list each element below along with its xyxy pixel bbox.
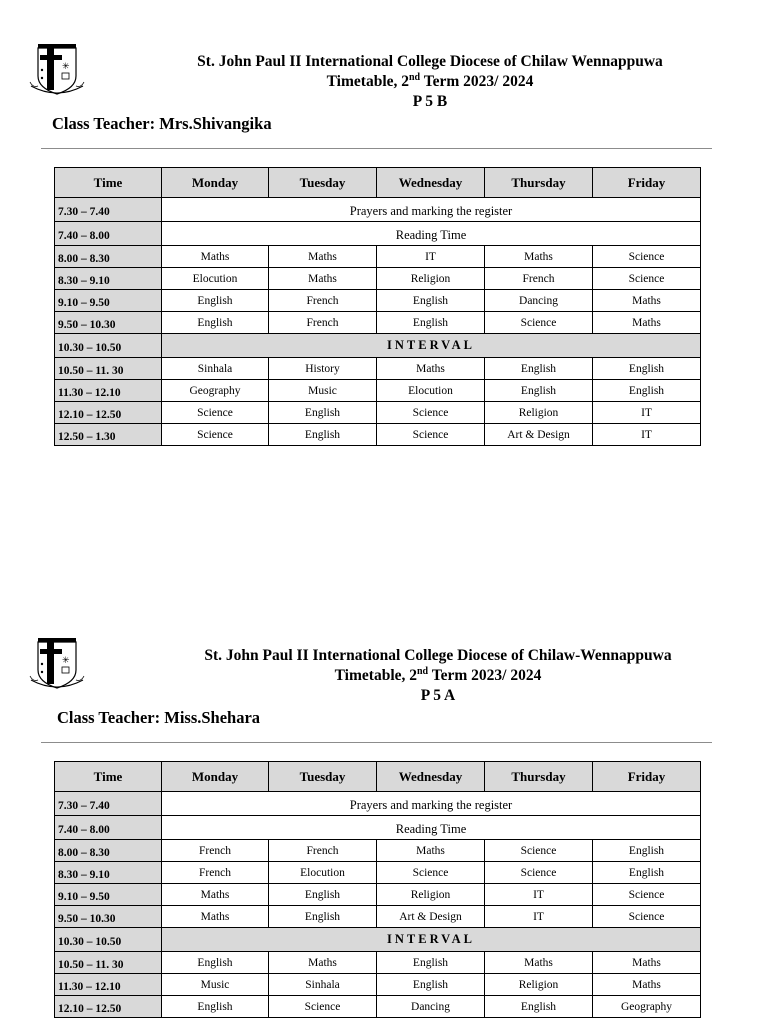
subject-cell: Music [162, 974, 269, 996]
column-header-wednesday: Wednesday [377, 168, 485, 198]
subject-cell: Science [593, 884, 701, 906]
subject-cell: Science [485, 862, 593, 884]
spanning-activity: Reading Time [162, 816, 701, 840]
subject-cell: Maths [377, 358, 485, 380]
subject-cell: Maths [593, 952, 701, 974]
subject-cell: IT [593, 424, 701, 446]
subject-cell: Maths [593, 312, 701, 334]
subject-cell: English [485, 358, 593, 380]
term-line: Timetable, 2nd Term 2023/ 2024 [334, 665, 542, 684]
subject-cell: French [269, 840, 377, 862]
column-header-thursday: Thursday [485, 168, 593, 198]
college-name: St. John Paul II International College Diocese of Chilaw Wennappuwa [197, 53, 663, 70]
time-slot: 9.50 – 10.30 [55, 906, 162, 928]
subject-cell: English [377, 290, 485, 312]
subject-cell: Art & Design [377, 906, 485, 928]
subject-cell: History [269, 358, 377, 380]
subject-cell: IT [377, 246, 485, 268]
subject-cell: Maths [485, 952, 593, 974]
table-row [55, 884, 701, 906]
time-slot: 12.10 – 12.50 [55, 402, 162, 424]
header-row [55, 762, 701, 792]
subject-cell: Maths [269, 952, 377, 974]
table-row [55, 358, 701, 380]
subject-cell: Elocution [377, 380, 485, 402]
table-row [55, 840, 701, 862]
time-slot: 8.00 – 8.30 [55, 840, 162, 862]
class-teacher: Class Teacher: Mrs.Shivangika [52, 114, 272, 133]
divider [41, 742, 712, 743]
timetable-table [54, 761, 701, 1018]
subject-cell: Maths [162, 906, 269, 928]
table-row [55, 312, 701, 334]
subject-cell: IT [593, 402, 701, 424]
subject-cell: Science [377, 862, 485, 884]
subject-cell: Science [593, 906, 701, 928]
time-slot: 10.50 – 11. 30 [55, 952, 162, 974]
spanning-activity: Reading Time [162, 222, 701, 246]
subject-cell: Science [485, 840, 593, 862]
school-crest-icon [28, 636, 86, 692]
time-slot: 8.30 – 9.10 [55, 268, 162, 290]
subject-cell: Religion [485, 402, 593, 424]
table-row [55, 816, 701, 840]
column-header-monday: Monday [162, 168, 269, 198]
subject-cell: IT [485, 906, 593, 928]
school-crest-icon [28, 42, 86, 98]
subject-cell: Maths [377, 840, 485, 862]
subject-cell: IT [485, 884, 593, 906]
subject-cell: Maths [593, 290, 701, 312]
subject-cell: English [593, 380, 701, 402]
subject-cell: French [485, 268, 593, 290]
subject-cell: Maths [485, 246, 593, 268]
header-row [55, 168, 701, 198]
subject-cell: Maths [162, 884, 269, 906]
column-header-time: Time [55, 168, 162, 198]
subject-cell: English [162, 290, 269, 312]
column-header-tuesday: Tuesday [269, 168, 377, 198]
subject-cell: Sinhala [162, 358, 269, 380]
subject-cell: Maths [269, 246, 377, 268]
table-row [55, 290, 701, 312]
subject-cell: French [162, 862, 269, 884]
time-slot: 11.30 – 12.10 [55, 380, 162, 402]
subject-cell: English [485, 380, 593, 402]
college-name: St. John Paul II International College Diocese of Chilaw-Wennappuwa [204, 647, 672, 664]
subject-cell: English [269, 884, 377, 906]
column-header-wednesday: Wednesday [377, 762, 485, 792]
subject-cell: French [162, 840, 269, 862]
subject-cell: Geography [593, 996, 701, 1018]
subject-cell: French [269, 312, 377, 334]
subject-cell: Science [162, 424, 269, 446]
table-row [55, 974, 701, 996]
svg-text:✳: ✳ [62, 656, 70, 666]
time-slot: 12.50 – 1.30 [55, 424, 162, 446]
table-row [55, 792, 701, 816]
subject-cell: English [269, 906, 377, 928]
subject-cell: Dancing [485, 290, 593, 312]
interval-cell: INTERVAL [162, 334, 701, 358]
subject-cell: English [162, 996, 269, 1018]
column-header-time: Time [55, 762, 162, 792]
subject-cell: English [593, 840, 701, 862]
time-slot: 8.30 – 9.10 [55, 862, 162, 884]
class-name: P 5 B [412, 93, 448, 110]
subject-cell: Science [377, 402, 485, 424]
subject-cell: English [377, 952, 485, 974]
spanning-activity: Prayers and marking the register [162, 198, 701, 222]
subject-cell: Maths [269, 268, 377, 290]
column-header-thursday: Thursday [485, 762, 593, 792]
table-row [55, 862, 701, 884]
table-row [55, 380, 701, 402]
interval-cell: INTERVAL [162, 928, 701, 952]
subject-cell: English [269, 424, 377, 446]
time-slot: 8.00 – 8.30 [55, 246, 162, 268]
subject-cell: Science [593, 268, 701, 290]
table-row [55, 928, 701, 952]
table-row [55, 402, 701, 424]
table-row [55, 952, 701, 974]
time-slot: 11.30 – 12.10 [55, 974, 162, 996]
time-slot: 10.50 – 11. 30 [55, 358, 162, 380]
column-header-friday: Friday [593, 762, 701, 792]
subject-cell: English [377, 974, 485, 996]
subject-cell: French [269, 290, 377, 312]
divider [41, 148, 712, 149]
time-slot: 10.30 – 10.50 [55, 334, 162, 358]
table-row [55, 246, 701, 268]
subject-cell: Science [269, 996, 377, 1018]
subject-cell: Maths [162, 246, 269, 268]
class-teacher: Class Teacher: Miss.Shehara [57, 708, 261, 727]
time-slot: 12.10 – 12.50 [55, 996, 162, 1018]
subject-cell: English [593, 358, 701, 380]
subject-cell: Sinhala [269, 974, 377, 996]
subject-cell: English [162, 952, 269, 974]
subject-cell: English [377, 312, 485, 334]
subject-cell: Religion [377, 268, 485, 290]
subject-cell: English [593, 862, 701, 884]
subject-cell: Science [377, 424, 485, 446]
subject-cell: Elocution [162, 268, 269, 290]
subject-cell: Dancing [377, 996, 485, 1018]
subject-cell: Maths [593, 974, 701, 996]
time-slot: 7.30 – 7.40 [55, 198, 162, 222]
subject-cell: Science [593, 246, 701, 268]
class-name: P 5 A [420, 687, 456, 704]
time-slot: 10.30 – 10.50 [55, 928, 162, 952]
subject-cell: English [485, 996, 593, 1018]
column-header-tuesday: Tuesday [269, 762, 377, 792]
time-slot: 7.40 – 8.00 [55, 816, 162, 840]
subject-cell: Religion [377, 884, 485, 906]
timetable-table [54, 167, 701, 446]
subject-cell: Religion [485, 974, 593, 996]
column-header-monday: Monday [162, 762, 269, 792]
table-row [55, 334, 701, 358]
subject-cell: Science [485, 312, 593, 334]
page-title [118, 646, 758, 706]
table-row [55, 424, 701, 446]
spanning-activity: Prayers and marking the register [162, 792, 701, 816]
table-row [55, 996, 701, 1018]
subject-cell: Music [269, 380, 377, 402]
time-slot: 9.10 – 9.50 [55, 290, 162, 312]
subject-cell: Geography [162, 380, 269, 402]
page-title [110, 52, 750, 112]
svg-text:✳: ✳ [62, 62, 70, 72]
time-slot: 9.50 – 10.30 [55, 312, 162, 334]
table-row [55, 198, 701, 222]
time-slot: 9.10 – 9.50 [55, 884, 162, 906]
table-row [55, 222, 701, 246]
subject-cell: English [269, 402, 377, 424]
subject-cell: English [162, 312, 269, 334]
subject-cell: Art & Design [485, 424, 593, 446]
table-row [55, 906, 701, 928]
subject-cell: Elocution [269, 862, 377, 884]
subject-cell: Science [162, 402, 269, 424]
term-line: Timetable, 2nd Term 2023/ 2024 [326, 71, 534, 90]
table-row [55, 268, 701, 290]
column-header-friday: Friday [593, 168, 701, 198]
time-slot: 7.40 – 8.00 [55, 222, 162, 246]
time-slot: 7.30 – 7.40 [55, 792, 162, 816]
